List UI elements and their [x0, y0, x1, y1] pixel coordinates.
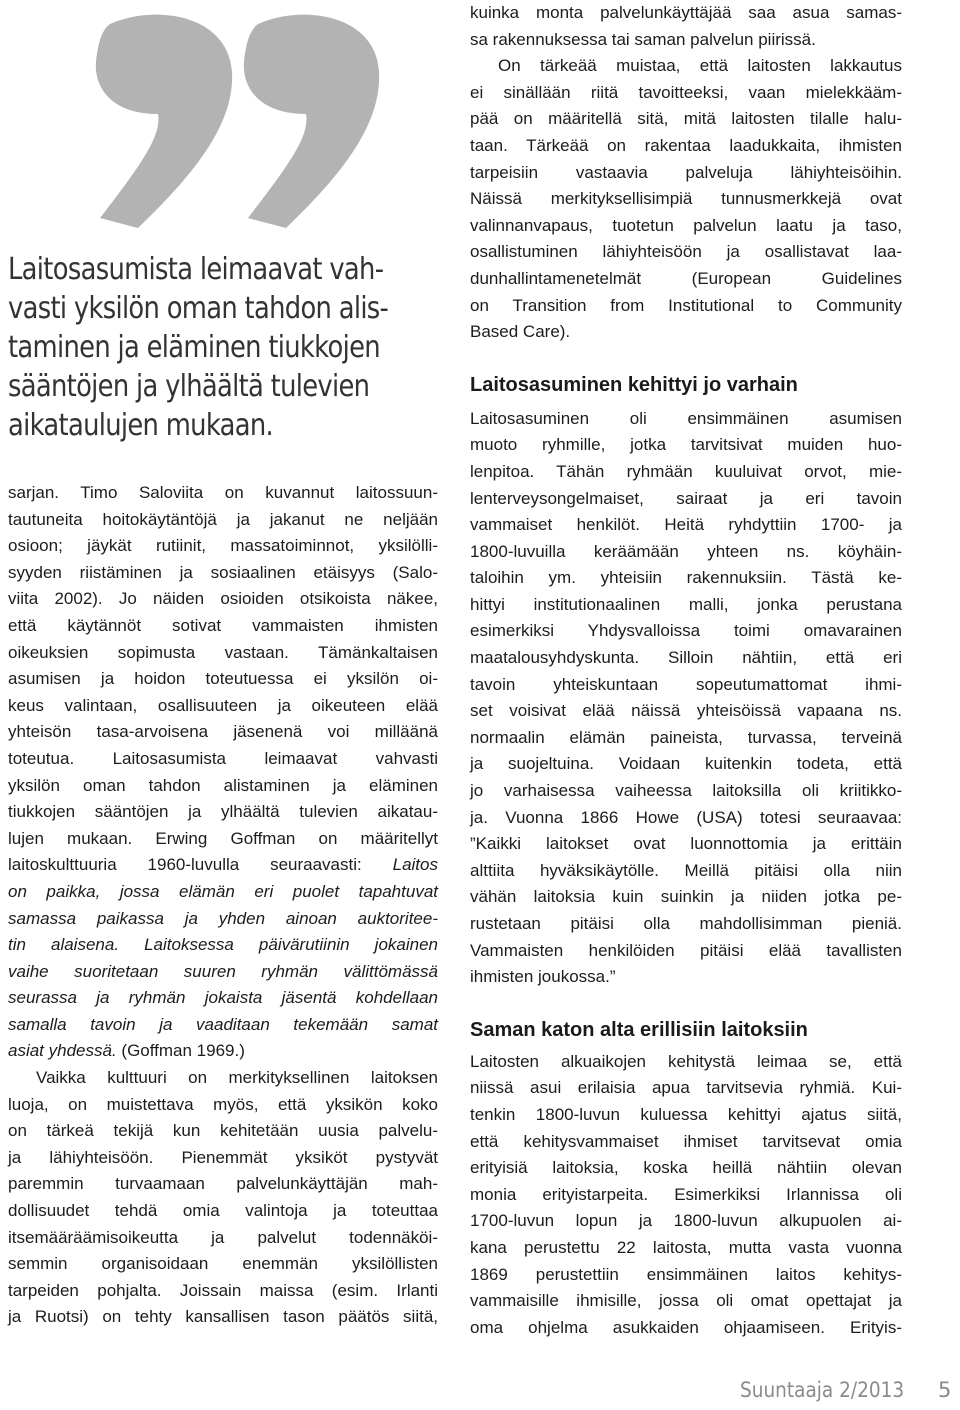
text-line: Näissä merkityksellisimpiä tunnusmerkkejä ovat [470, 189, 902, 209]
text-line: kuinka monta palvelunkäyttäjää saa asua samas- [470, 3, 902, 22]
text-line [8, 852, 438, 879]
text-line: vammaisille ihmisille, jossa oli omat opettajat ja [470, 1291, 902, 1311]
pull-quote-line: vasti yksilön oman tahdon alis- [8, 291, 389, 326]
text-line: maatalousyhdyskunta. Silloin nähtiin, että eri [470, 648, 902, 668]
text-line: syyden riistäminen ja sosiaalinen etäisyys (Salo- [8, 562, 438, 582]
text-line: sarjan. Timo Saloviita on kuvannut laitossuun- [8, 483, 438, 502]
text-line: monia erityistarpeita. Esimerkiksi Irlannissa oli [470, 1184, 902, 1204]
text-line: kana perustettu 22 laitosta, mutta vasta vuonna [470, 1237, 902, 1257]
text-line: lujen mukaan. Erwing Goffman on määritellyt [8, 828, 438, 848]
text-line: itsemääräämisoikeutta ja palvelut todennäköi- [8, 1227, 438, 1247]
text-line: jo varhaisessa vaiheessa laitoksilla oli kriitikko- [470, 781, 902, 801]
text-line: alttiita hyväksikäytölle. Meillä pitäisi olla niin [470, 860, 902, 880]
text-line: tautuneita hoitokäytäntöjä ja jakanut ne neljään [8, 509, 438, 529]
text-line: 1869 perustettiin ensimmäinen laitos kehitys- [470, 1264, 902, 1284]
text-line: ihmisten joukossa.” [470, 967, 616, 987]
italic-quote-line: samalla tavoin ja vaaditaan tekemään samat [8, 1014, 438, 1034]
text-line: oikeuksien sopimusta vastaan. Tämänkaltaisen [8, 642, 438, 662]
text-line: lenterveysongelmaiset, sairaat ja eri tavoin [470, 488, 902, 508]
text-line: ja suojeltuina. Voidaan kuitenkin todeta, että [470, 754, 902, 774]
text-line: Laitosten alkuaikojen kehitystä leimaa se, että [470, 1051, 902, 1071]
text-line: paremmin turvaamaan palvelunkäyttäjän mah- [8, 1174, 438, 1194]
text-line: taan. Tärkeää on rakentaa laadukkaita, ihmisten [470, 135, 902, 155]
left-column [8, 480, 438, 1331]
text-line: dollisuudet tehdä omia valintoja ja toteuttaa [8, 1201, 438, 1221]
text-line: toteutua. Laitosasumista leimaavat vahvasti [8, 748, 438, 768]
text-line: tarpeiden pohjalta. Joissain maissa (esim. Irlanti [8, 1280, 438, 1300]
text-line: valinnanvapaus, tuotetun palvelun laatu ja taso, [470, 215, 902, 235]
text-line: niissä asui erilaisia apua tarvitsevia ryhmiä. Kui- [470, 1078, 902, 1098]
text-line: viita 2002). Jo näiden osioiden otsikoista näkee, [8, 589, 438, 609]
section-heading: Saman katon alta erillisiin laitoksiin [470, 1018, 808, 1041]
text-line: vähän laitoksia kuin suinkin ja niiden jotka pe- [470, 887, 902, 907]
text-line: osioon; jäykät rutiinit, massatoiminnot, yksilölli- [8, 536, 438, 556]
text-line: On tärkeää muistaa, että laitosten lakkautus [498, 56, 902, 76]
text-line: 1700-luvun lopun ja 1800-luvun alkupuolen ai- [470, 1211, 902, 1231]
text-line: on Transition from Institutional to Community [470, 295, 902, 315]
italic-quote-line: seurassa ja ryhmän jokaista jäsentä kohdellaan [8, 988, 438, 1008]
section-heading: Laitosasuminen kehittyi jo varhain [470, 373, 798, 396]
text-line: tenkin 1800-luvun kuluessa kehittyi ajatus siitä, [470, 1104, 902, 1124]
text-line: ja. Vuonna 1866 Howe (USA) totesi seuraavaa: [470, 807, 902, 827]
page-footer [740, 1378, 960, 1402]
text-line: Based Care). [470, 322, 571, 342]
text-line: sa rakennuksessa tai saman palvelun piirissä. [470, 29, 816, 49]
italic-quote-line: tin alaisena. Laitoksessa päivärutiinin jokainen [8, 935, 438, 955]
text-line: että kehitysvammaiset ihmiset tarvitsevat omia [470, 1131, 902, 1151]
text-line: set voisivat elää näissä yhteisöissä vapaana ns. [470, 701, 902, 721]
text-line: rustetaan pitäisi olla mahdollisimman pieniä. [470, 914, 902, 933]
text-line: semmin organisoidaan enemmän yksilöllisten [8, 1254, 438, 1274]
text-line: luoja, on muistettava myös, että yksikön koko [8, 1094, 438, 1114]
italic-quote-end: asiat yhdessä. [8, 1041, 117, 1061]
text-line: on tärkeä tekijä kun kehitetään uusia palvelu- [8, 1121, 438, 1141]
text-line: että käytännöt sotivat vammaisten ihmisten [8, 615, 438, 635]
pull-quote-line: Laitosasumista leimaavat vah- [8, 252, 384, 287]
pull-quote [8, 250, 389, 445]
text-line: pää on määritellä sitä, mitä laitosten tilalle halu- [470, 109, 902, 129]
italic-quote-line: samassa paikassa ja yhden ainoan auktoritee- [8, 908, 438, 928]
text-line: 1800-luvuilla keräämään yhteen ns. köyhäin- [470, 541, 902, 561]
text-line: osallistuminen lähiyhteisöön ja osallistavat laa- [470, 242, 902, 262]
text-line: yhteisön tasa-arvoisena jäsenenä voi milläänä [8, 722, 438, 742]
text-line: ja Ruotsi) on tehty kansallisen tason päätös siitä, [8, 1307, 438, 1327]
text-line [8, 1038, 438, 1065]
pull-quote-line: sääntöjen ja ylhäältä tulevien [8, 369, 370, 404]
text-line: Laitosasuminen oli ensimmäinen asumisen [470, 408, 902, 428]
text-line: muoto ryhmille, jotka tarvitsivat muiden huo- [470, 435, 902, 455]
text-line: normaalin elämän paineista, turvassa, terveinä [470, 727, 902, 747]
text-line: tavoin yhteiskuntaan sopeutumattomat ihmi- [470, 674, 902, 694]
text-line: lenpitoa. Tähän ryhmään kuuluivat orvot, mie- [470, 461, 902, 481]
text-line: asumisen ja hoidon toteutuessa ei yksilön oi- [8, 669, 438, 689]
quotation-mark-icon [80, 6, 380, 256]
citation: (Goffman 1969.) [116, 1041, 245, 1061]
page-number: 5 [938, 1378, 952, 1402]
italic-quote-line: on paikka, jossa elämän eri puolet tapahtuvat [8, 881, 438, 901]
text-line: oma ohjelma asukkaiden ohjaamiseen. Erityis- [470, 1317, 902, 1337]
text-line: taloihin ym. yhteisiin rakennuksiin. Tästä ke- [470, 568, 902, 588]
pull-quote-line: aikataulujen mukaan. [8, 408, 274, 443]
text-line: ja lähiyhteisöön. Pienemmät yksiköt pystyvät [8, 1147, 438, 1167]
text-line: Vaikka kulttuuri on merkityksellinen laitoksen [36, 1068, 438, 1088]
text-line: erityisiä laitoksia, koska heillä nähtiin olevan [470, 1158, 902, 1178]
text-line: yksilön oman tahdon alistaminen ja eläminen [8, 775, 438, 795]
text-line: dunhallintamenetelmät (European Guidelines [470, 268, 902, 288]
magazine-issue: Suuntaaja 2/2013 [740, 1378, 905, 1402]
italic-quote-start: Laitos [392, 855, 438, 875]
text-line: Vammaisten henkilöiden pitäisi elää tavallisten [470, 940, 902, 960]
text-line: esimerkiksi Yhdysvalloissa toimi omavarainen [470, 621, 902, 641]
right-column [470, 0, 902, 1341]
text-line: tarpeisiin vastaavia palveluja lähiyhteisöihin. [470, 162, 902, 182]
italic-quote-line: vaihe suoritetaan suuren ryhmän välittömässä [8, 961, 438, 981]
text-line: ei sinällään riitä tavoitteeksi, vaan mielekkääm- [470, 82, 902, 102]
text-line: ”Kaikki laitokset ovat luonnottomia ja erittäin [470, 834, 902, 854]
text-segment: laitoskulttuuria 1960-luvulla seuraavasti: [8, 855, 362, 875]
pull-quote-line: taminen ja eläminen tiukkojen [8, 330, 380, 365]
text-line: tiukkojen sääntöjen ja ylhäältä tulevien aikatau- [8, 802, 438, 822]
text-line: hittyi institutionaalinen malli, jonka perustana [470, 594, 902, 614]
text-line: vammaiset henkilöt. Heitä ryhdyttiin 1700- ja [470, 515, 902, 535]
text-line: keus valintaan, osallisuuteen ja oikeuteen elää [8, 695, 438, 715]
